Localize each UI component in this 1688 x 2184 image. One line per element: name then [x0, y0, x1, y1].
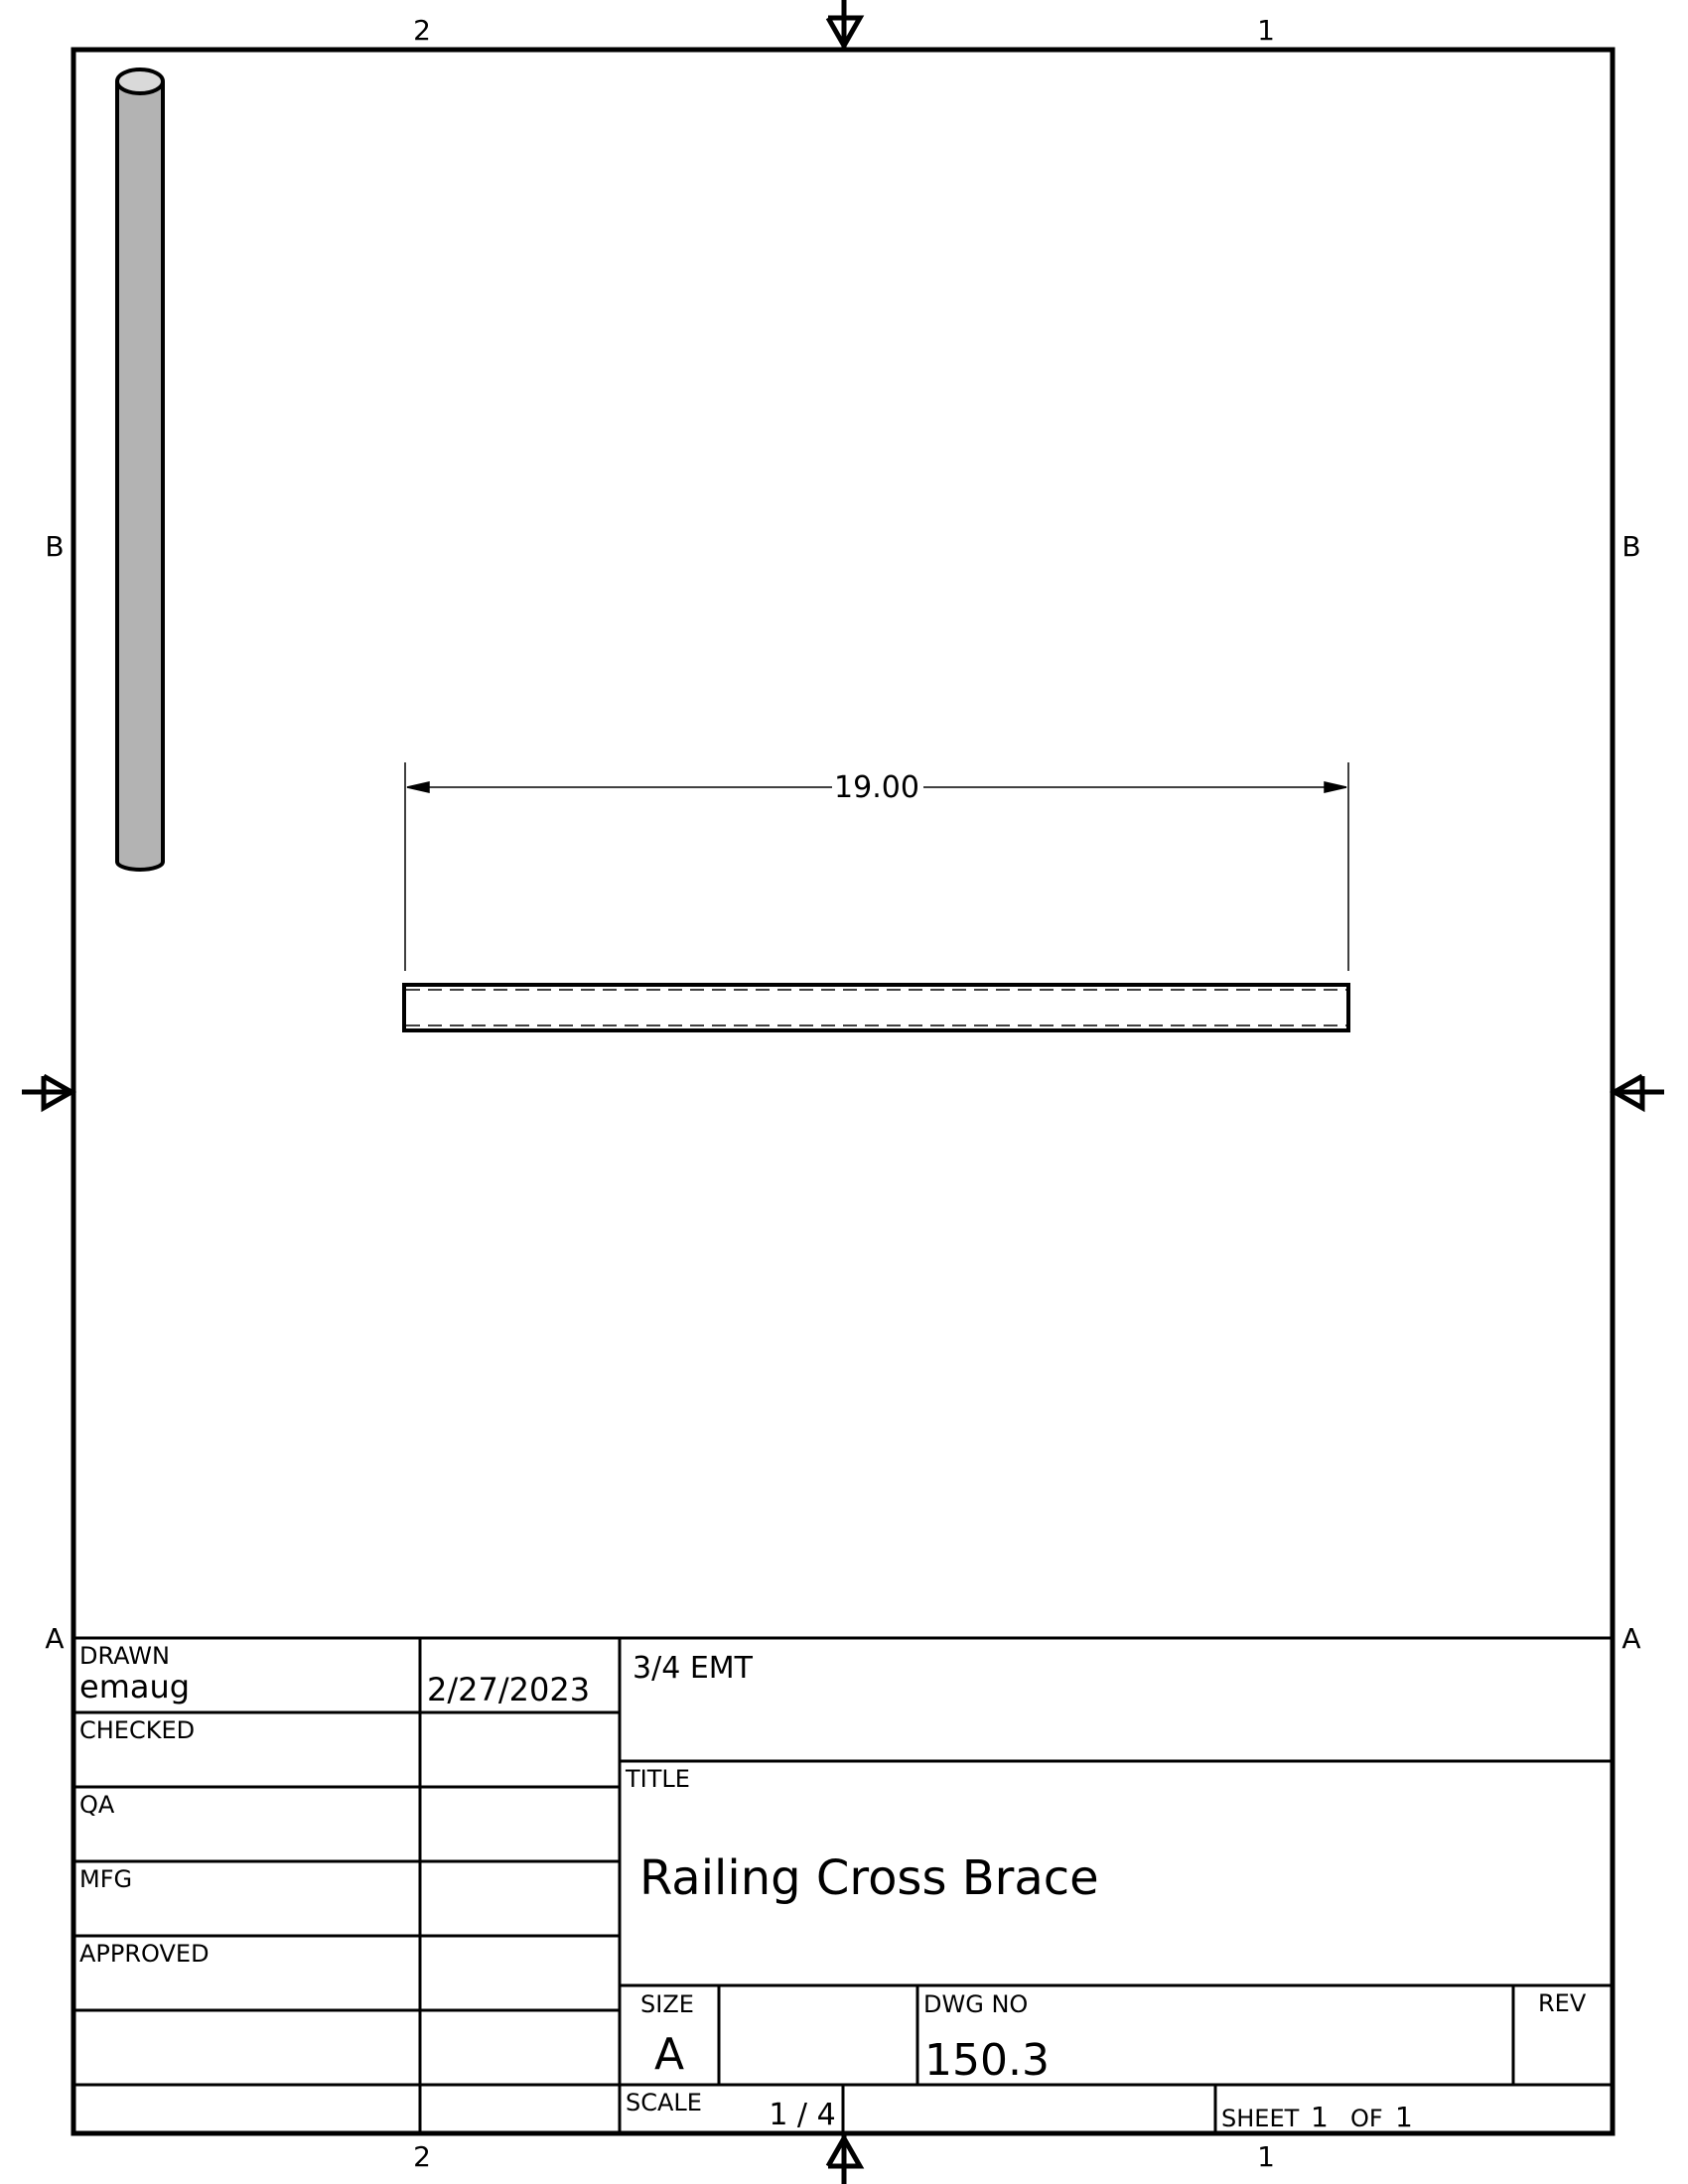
zone-label-top-2: 2 [413, 14, 431, 47]
sheet-label: SHEET [1221, 2105, 1300, 2132]
sheet-border [73, 50, 1613, 2133]
drawn-date: 2/27/2023 [427, 1671, 591, 1708]
brace-side-view [404, 985, 1348, 1030]
zone-label-bottom-2: 2 [413, 2140, 431, 2173]
sheet-total: 1 [1395, 2101, 1413, 2133]
sheet-number: 1 [1311, 2101, 1329, 2133]
drawing-title: Railing Cross Brace [639, 1850, 1099, 1906]
scale-label: SCALE [626, 2089, 702, 2116]
centering-mark-left [22, 1076, 73, 1108]
mfg-label: MFG [79, 1865, 133, 1893]
centering-mark-top [828, 0, 860, 50]
approved-label: APPROVED [79, 1940, 210, 1968]
zone-label-right-b: B [1621, 530, 1641, 563]
centering-mark-right [1613, 1076, 1664, 1108]
title-label: TITLE [626, 1765, 690, 1793]
centering-mark-bottom [828, 2133, 860, 2184]
zone-label-top-1: 1 [1257, 14, 1275, 47]
length-dimension-value: 19.00 [834, 770, 919, 805]
size-value: A [653, 2029, 685, 2080]
scale-value: 1 / 4 [769, 2098, 836, 2132]
pipe-isometric-view [117, 69, 163, 870]
qa-label: QA [79, 1791, 115, 1819]
size-label: SIZE [640, 1990, 694, 2018]
rev-label: REV [1538, 1989, 1587, 2017]
zone-label-right-a: A [1621, 1622, 1641, 1655]
checked-label: CHECKED [79, 1716, 196, 1744]
of-label: OF [1350, 2105, 1383, 2132]
zone-label-bottom-1: 1 [1257, 2140, 1275, 2173]
material-text: 3/4 EMT [633, 1651, 753, 1686]
drawn-label: DRAWN [79, 1642, 170, 1670]
drawn-by: emaug [79, 1668, 191, 1706]
dwg-no-value: 150.3 [924, 2035, 1050, 2086]
zone-label-left-b: B [45, 530, 65, 563]
zone-label-left-a: A [45, 1622, 65, 1655]
dwg-no-label: DWG NO [923, 1990, 1029, 2018]
